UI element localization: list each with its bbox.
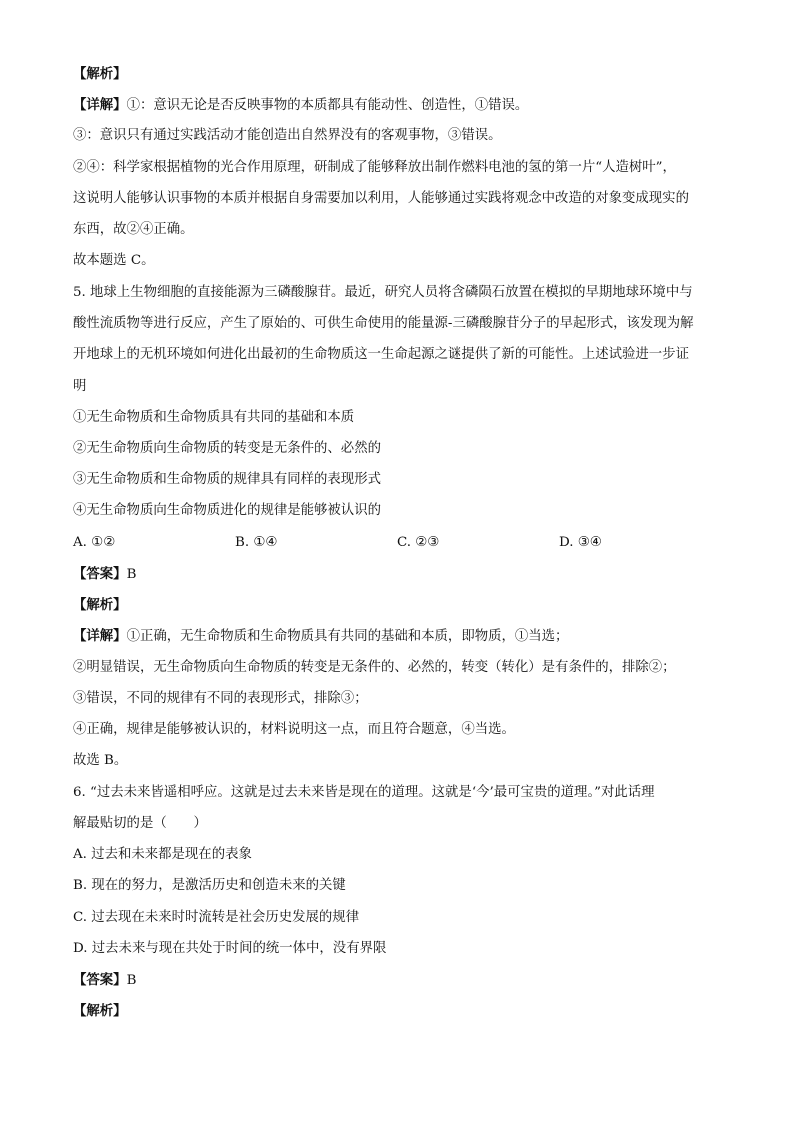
q4-conclusion: 故本题选 C。: [73, 253, 155, 268]
q6-answer: [73, 970, 136, 991]
q6-stem-line-2: 解最贴切的是（ ）: [73, 816, 207, 831]
q5-answer: [73, 564, 136, 585]
q4-detail-line-3: ②④：科学家根据植物的光合作用原理，研制成了能够释放出制作燃料电池的氢的第一片“人造树叶”，: [73, 160, 676, 175]
q4-detail-label: 【详解】: [73, 97, 127, 113]
q6-option-a: A. 过去和未来都是现在的表象: [73, 847, 252, 862]
q5-statement-2: ②无生命物质向生命物质的转变是无条件的、必然的: [73, 441, 381, 456]
q6-answer-value: B: [126, 973, 137, 988]
q5-statement-4: ④无生命物质向生命物质进化的规律是能够被认识的: [73, 503, 381, 518]
q5-option-b: B. ①④: [235, 535, 278, 550]
q5-detail-line-4: ④正确，规律是能够被认识的，材料说明这一点，而且符合题意，④当选。: [73, 722, 515, 737]
q4-detail-line-2: ③：意识只有通过实践活动才能创造出自然界没有的客观事物，③错误。: [73, 128, 502, 143]
q6-option-c: C. 过去现在未来时时流转是社会历史发展的规律: [73, 910, 360, 925]
q5-option-a: A. ①②: [73, 535, 116, 550]
q5-detail-line-1: 【详解】①正确，无生命物质和生命物质具有共同的基础和本质，即物质，①当选；: [73, 628, 569, 644]
q5-option-c: C. ②③: [397, 535, 440, 550]
q5-detail-label: 【详解】: [73, 628, 127, 644]
q5-options: [73, 533, 723, 553]
q5-statement-3: ③无生命物质和生命物质的规律具有同样的表现形式: [73, 472, 381, 487]
q4-detail-line-4: 这说明人能够认识事物的本质并根据自身需要加以利用，人能够通过实践将观念中改造的对象变成现实的: [73, 191, 689, 206]
q5-detail-line-2: ②明显错误，无生命物质向生命物质的转变是无条件的、必然的，转变（转化）是有条件的，排除②；: [73, 660, 676, 675]
q6-stem-line-1: 6. “过去未来皆遥相呼应。这就是过去未来皆是现在的道理。这就是‘今’最可宝贵的道理。”对此话理: [73, 785, 655, 800]
q4-analysis-label: 【解析】: [73, 66, 127, 82]
q5-detail-line-3: ③错误，不同的规律有不同的表现形式，排除③；: [73, 691, 368, 706]
q4-detail-line-1: 【详解】①：意识无论是否反映事物的本质都具有能动性、创造性，①错误。: [73, 97, 529, 113]
q5-stem-line-4: 明: [73, 379, 87, 394]
q5-answer-value: B: [126, 567, 137, 582]
q5-analysis-label: 【解析】: [73, 597, 127, 613]
q5-option-d: D. ③④: [559, 535, 602, 550]
q6-answer-label: 【答案】: [73, 972, 127, 988]
q6-option-d: D. 过去未来与现在共处于时间的统一体中，没有界限: [73, 941, 387, 956]
q6-analysis-label: 【解析】: [73, 1003, 127, 1019]
q5-answer-label: 【答案】: [73, 566, 127, 582]
q5-stem-line-2: 酸性流质物等进行反应，产生了原始的、可供生命使用的能量源-三磷酸腺苷分子的早起形式，该发现为解: [73, 316, 694, 331]
q5-statement-1: ①无生命物质和生命物质具有共同的基础和本质: [73, 410, 355, 425]
q5-stem-line-3: 开地球上的无机环境如何进化出最初的生命物质这一生命起源之谜提供了新的可能性。上述试验进一步证: [73, 347, 689, 362]
q5-stem-line-1: 5. 地球上生物细胞的直接能源为三磷酸腺苷。最近，研究人员将含磷陨石放置在模拟的早期地球环境中与: [73, 285, 693, 300]
q5-conclusion: 故选 B。: [73, 753, 128, 768]
q4-detail-line-5: 东西，故②④正确。: [73, 222, 194, 237]
q6-option-b: B. 现在的努力，是激活历史和创造未来的关键: [73, 878, 346, 893]
